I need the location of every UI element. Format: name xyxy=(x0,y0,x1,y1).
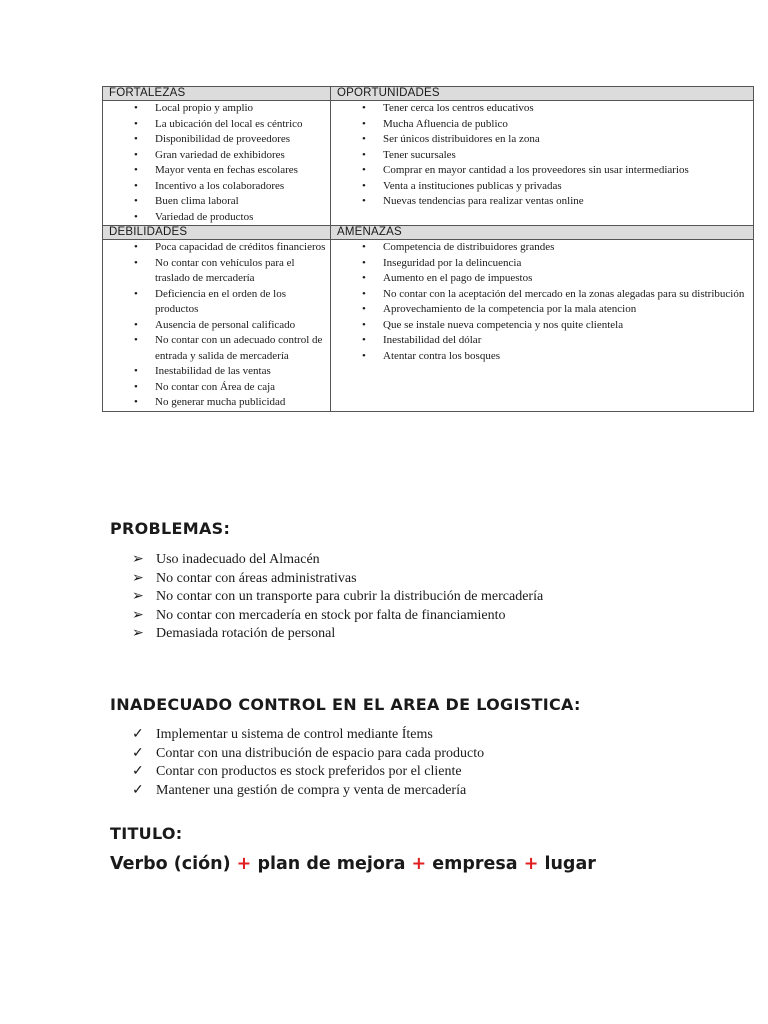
formula-part-verbo: Verbo (ción) xyxy=(110,854,231,874)
title-formula xyxy=(110,854,596,874)
list-item-text: No contar con áreas administrativas xyxy=(156,570,357,586)
list-item: • Disponibilidad de proveedores xyxy=(103,132,330,148)
list-item xyxy=(110,570,543,589)
list-item-text: Implementar u sistema de control mediante Ítems xyxy=(156,727,433,742)
list-item: • Ser únicos distribuidores en la zona xyxy=(331,132,753,148)
amenazas-header: AMENAZAS xyxy=(331,226,754,240)
problemas-title: PROBLEMAS: xyxy=(110,519,231,538)
list-item-text: No contar con un transporte para cubrir la distribución de mercadería xyxy=(156,589,544,605)
arrow-bullet-icon: ➢ xyxy=(132,607,144,623)
list-item: • Inestabilidad del dólar xyxy=(331,333,753,349)
control-list xyxy=(110,726,484,800)
list-item: • No contar con la aceptación del mercado en la zonas alegadas para su distribución xyxy=(331,287,753,303)
list-item: • Inseguridad por la delincuencia xyxy=(331,256,753,272)
list-item: • La ubicación del local es céntrico xyxy=(103,117,330,133)
list-item xyxy=(110,726,484,745)
list-item: • Local propio y amplio xyxy=(103,101,330,117)
control-title: INADECUADO CONTROL EN EL AREA DE LOGISTICA: xyxy=(110,695,581,714)
list-item-text: No contar con mercadería en stock por falta de financiamiento xyxy=(156,607,506,623)
checkmark-icon: ✓ xyxy=(132,745,144,761)
arrow-bullet-icon: ➢ xyxy=(132,552,144,567)
titulo-title: TITULO: xyxy=(110,824,183,843)
list-item: • Aumento en el pago de impuestos xyxy=(331,271,753,287)
debilidades-list xyxy=(103,240,330,411)
list-item: • Incentivo a los colaboradores xyxy=(103,179,330,195)
list-item: • Mucha Afluencia de publico xyxy=(331,117,753,133)
formula-part-lugar: lugar xyxy=(544,854,596,874)
oportunidades-header: OPORTUNIDADES xyxy=(331,87,754,101)
formula-part-empresa: empresa xyxy=(432,854,518,874)
list-item: • Deficiencia en el orden de los productos xyxy=(103,287,330,318)
debilidades-cell xyxy=(103,240,331,412)
plus-sign: + xyxy=(411,854,427,874)
foda-table xyxy=(102,86,754,412)
arrow-bullet-icon: ➢ xyxy=(132,626,144,642)
list-item: • Buen clima laboral xyxy=(103,194,330,210)
list-item: • Gran variedad de exhibidores xyxy=(103,148,330,164)
list-item: • No contar con un adecuado control de entrada y salida de mercadería xyxy=(103,333,330,364)
plus-sign: + xyxy=(236,854,252,874)
foda-header-row xyxy=(103,87,754,101)
list-item-text: Contar con una distribución de espacio para cada producto xyxy=(156,745,485,761)
list-item: • Que se instale nueva competencia y nos quite clientela xyxy=(331,318,753,334)
foda-content-row xyxy=(103,101,754,226)
list-item xyxy=(110,782,484,801)
formula-part-plan: plan de mejora xyxy=(257,854,406,874)
problemas-list xyxy=(110,551,543,644)
list-item: • Mayor venta en fechas escolares xyxy=(103,163,330,179)
list-item: • Competencia de distribuidores grandes xyxy=(331,240,753,256)
list-item xyxy=(110,763,484,782)
list-item-text: Uso inadecuado del Almacén xyxy=(156,552,320,567)
amenazas-list xyxy=(331,240,753,364)
list-item: • Comprar en mayor cantidad a los proveedores sin usar intermediarios xyxy=(331,163,753,179)
foda-content-row xyxy=(103,240,754,412)
checkmark-icon: ✓ xyxy=(132,727,144,742)
list-item xyxy=(110,551,543,570)
list-item: • Tener cerca los centros educativos xyxy=(331,101,753,117)
fortalezas-cell xyxy=(103,101,331,226)
list-item xyxy=(110,607,543,626)
list-item: • Inestabilidad de las ventas xyxy=(103,364,330,380)
list-item xyxy=(110,625,543,644)
oportunidades-list xyxy=(331,101,753,210)
list-item-text: Mantener una gestión de compra y venta de mercadería xyxy=(156,782,467,798)
plus-sign: + xyxy=(523,854,539,874)
checkmark-icon: ✓ xyxy=(132,782,144,798)
list-item: • Ausencia de personal calificado xyxy=(103,318,330,334)
fortalezas-header: FORTALEZAS xyxy=(103,87,331,101)
checkmark-icon: ✓ xyxy=(132,764,144,780)
list-item xyxy=(110,588,543,607)
list-item-text: Demasiada rotación de personal xyxy=(156,626,336,642)
list-item-text: Contar con productos es stock preferidos por el cliente xyxy=(156,764,462,780)
list-item: • Variedad de productos xyxy=(103,210,330,226)
list-item: • No contar con vehículos para el traslado de mercadería xyxy=(103,256,330,287)
oportunidades-cell xyxy=(331,101,754,226)
debilidades-header: DEBILIDADES xyxy=(103,226,331,240)
arrow-bullet-icon: ➢ xyxy=(132,570,144,586)
list-item: • Tener sucursales xyxy=(331,148,753,164)
amenazas-cell xyxy=(331,240,754,412)
list-item: • Venta a instituciones publicas y privadas xyxy=(331,179,753,195)
arrow-bullet-icon: ➢ xyxy=(132,589,144,605)
list-item: • No generar mucha publicidad xyxy=(103,395,330,411)
list-item xyxy=(110,745,484,764)
list-item: • Poca capacidad de créditos financieros xyxy=(103,240,330,256)
list-item: • Aprovechamiento de la competencia por la mala atencion xyxy=(331,302,753,318)
list-item: • Nuevas tendencias para realizar ventas online xyxy=(331,194,753,210)
list-item: • No contar con Área de caja xyxy=(103,380,330,396)
fortalezas-list xyxy=(103,101,330,225)
foda-header-row xyxy=(103,226,754,240)
list-item: • Atentar contra los bosques xyxy=(331,349,753,365)
